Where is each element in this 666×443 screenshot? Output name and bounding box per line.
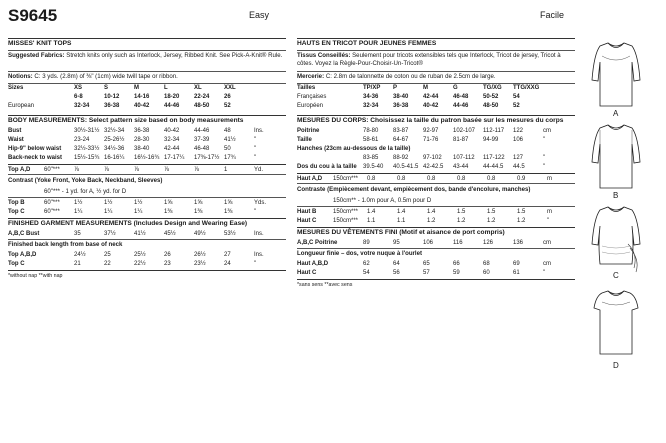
en-sizes-label: Sizes <box>8 85 24 92</box>
value-cell: 62 <box>363 261 370 268</box>
value-cell: 88-92 <box>393 154 409 161</box>
value-cell: ⅞ <box>134 166 140 173</box>
fr-notions-text: C: 2.8m de talonnette de coton ou de ruban de 2.5cm de large. <box>325 73 496 81</box>
unit-cell: Yds. <box>254 199 267 206</box>
en-footnote: *without nap **with nap <box>8 273 63 280</box>
value-cell: 122 <box>513 127 524 134</box>
value-cell: 1.2 <box>517 217 526 224</box>
value-cell: 37-39 <box>194 136 210 143</box>
row-label: Taille <box>297 136 312 143</box>
size-cell: XL <box>194 85 202 92</box>
fr-contrast-note: 150cm** - 1.0m pour A, 0.5m pour D <box>333 196 432 204</box>
table-row <box>8 260 286 269</box>
value-cell: 24 <box>224 261 231 268</box>
en-fabrics-label: Suggested Fabrics: <box>8 52 65 60</box>
value-cell: 44.5 <box>513 163 525 170</box>
value-cell: 1½ <box>104 199 113 206</box>
row-label: Top B <box>8 199 25 206</box>
table-row <box>297 207 575 216</box>
row-label: Haut C <box>297 217 317 224</box>
value-cell: 61 <box>513 270 520 277</box>
value-cell: 64 <box>393 261 400 268</box>
value-cell: 117-122 <box>483 154 505 161</box>
value-cell: 22 <box>104 261 111 268</box>
row-label: A,B,C Bust <box>8 231 40 238</box>
value-cell: 1.5 <box>487 208 496 215</box>
size-cell: 48-50 <box>483 103 499 110</box>
fr-fin-table <box>297 239 575 248</box>
unit-cell: m <box>547 175 552 182</box>
size-cell: TP/XP <box>363 85 381 92</box>
unit-cell: " <box>254 145 257 152</box>
size-cell: 44-46 <box>453 103 469 110</box>
value-cell: 1¼ <box>134 208 143 215</box>
value-cell: 106 <box>423 240 434 247</box>
row-label: Haut A,B,D <box>297 261 329 268</box>
table-row <box>8 251 286 260</box>
size-cell: 48-50 <box>194 103 210 110</box>
value-cell: 78-80 <box>363 127 379 134</box>
view-letter-a: A <box>613 109 619 118</box>
garment-view-a-illustration <box>588 40 644 112</box>
size-cell: 32-34 <box>363 103 379 110</box>
value-cell: 83-85 <box>363 154 379 161</box>
size-cell: TG/XG <box>483 85 502 92</box>
value-cell: 1⅜ <box>224 208 233 215</box>
size-cell: L <box>164 85 168 92</box>
value-cell: 23 <box>164 261 171 268</box>
view-letter-b: B <box>613 191 619 200</box>
size-cell: 50-52 <box>483 94 499 101</box>
value-cell: 0.9 <box>517 175 526 182</box>
value-cell: 23-24 <box>74 136 90 143</box>
unit-cell: cm <box>543 261 551 268</box>
size-cell: TTG/XXG <box>513 85 540 92</box>
fr-contrast-title: Contraste (Empiècement devant, empiècement dos, bande d'encolure, manches) <box>297 185 531 193</box>
fr-euro-label: Européen <box>297 103 324 110</box>
value-cell: 60 <box>483 270 490 277</box>
value-cell: 49½ <box>194 231 206 238</box>
value-cell: 38-40 <box>134 145 150 152</box>
view-letter-c: C <box>613 271 619 280</box>
fr-footnote: *sans sens **avec sens <box>297 282 353 289</box>
row-label: Bust <box>8 127 22 134</box>
value-cell: 32-34 <box>164 136 180 143</box>
value-cell: 1⅜ <box>194 208 203 215</box>
value-cell: 44-46 <box>194 127 210 134</box>
value-cell: 136 <box>513 240 524 247</box>
value-cell: 32½-34 <box>104 127 125 134</box>
en-fin-bust-table <box>8 230 286 239</box>
value-cell: 1½ <box>74 199 83 206</box>
value-cell: 41½ <box>224 136 236 143</box>
fabric-width: 60"*** <box>44 208 60 215</box>
value-cell: 37½ <box>104 231 116 238</box>
size-cell: 52 <box>224 103 231 110</box>
pattern-number: S9645 <box>8 6 58 25</box>
value-cell: 92-97 <box>423 127 439 134</box>
fr-length-title: Longueur finie – dos, votre nuque à l'ourlet <box>297 250 423 258</box>
fr-hautad-table <box>297 174 575 183</box>
value-cell: 46-48 <box>194 145 210 152</box>
size-cell: 36-38 <box>393 103 409 110</box>
value-cell: 44-44.5 <box>483 163 504 170</box>
view-letter-d: D <box>613 361 619 370</box>
en-euro-label: European <box>8 103 35 110</box>
value-cell: 23½ <box>194 261 206 268</box>
garment-view-b-illustration <box>588 122 644 194</box>
value-cell: 25 <box>104 252 111 259</box>
value-cell: 0.8 <box>457 175 466 182</box>
value-cell: 1.5 <box>517 208 526 215</box>
difficulty-fr: Facile <box>540 10 565 20</box>
value-cell: 1.2 <box>457 217 466 224</box>
unit-cell: " <box>543 154 546 161</box>
fr-francaises-label: Françaises <box>297 94 327 101</box>
value-cell: 1⅝ <box>224 199 233 206</box>
value-cell: 16½-16¾ <box>134 154 160 161</box>
en-contrast-title: Contrast (Yoke Front, Yoke Back, Neckband, Sleeves) <box>8 176 163 184</box>
row-label: Haut C <box>297 270 317 277</box>
value-cell: 0.8 <box>367 175 376 182</box>
en-finished-title: FINISHED GARMENT MEASUREMENTS (Includes Design and Wearing Ease) <box>8 220 248 228</box>
en-contrast-note: 60"*** - 1 yd. for A, ½ yd. for D <box>44 187 127 195</box>
value-cell: 25-26½ <box>104 136 125 143</box>
value-cell: 28-30 <box>134 136 150 143</box>
table-row <box>297 239 575 248</box>
value-cell: ⅞ <box>104 166 110 173</box>
row-label: Back-neck to waist <box>8 154 63 161</box>
row-label: Poitrine <box>297 127 320 134</box>
table-row <box>297 135 575 144</box>
table-row <box>297 126 575 135</box>
value-cell: 26½ <box>194 252 206 259</box>
unit-cell: Yd. <box>254 166 264 173</box>
value-cell: 22½ <box>134 261 146 268</box>
value-cell: 1⅝ <box>164 199 173 206</box>
unit-cell: cm <box>543 240 551 247</box>
table-row <box>8 144 286 153</box>
value-cell: 16-16¼ <box>104 154 125 161</box>
value-cell: 21 <box>74 261 81 268</box>
size-cell: 40-42 <box>423 103 439 110</box>
en-length-title: Finished back length from base of neck <box>8 241 123 249</box>
en-length-table <box>8 251 286 269</box>
value-cell: 1.1 <box>397 217 406 224</box>
value-cell: 27 <box>224 252 231 259</box>
value-cell: 15½-15¾ <box>74 154 100 161</box>
size-cell: 54 <box>513 94 520 101</box>
fabric-width: 150cm*** <box>333 175 359 182</box>
table-row <box>297 162 575 171</box>
value-cell: 42-42.5 <box>423 163 444 170</box>
fr-finished-title: MESURES DU VÊTEMENTS FINI (Motif et aisance de port compris) <box>297 229 505 237</box>
value-cell: 30½-31½ <box>74 127 100 134</box>
english-panel <box>8 38 286 282</box>
garment-view-d-illustration <box>588 288 644 360</box>
unit-cell: cm <box>543 127 551 134</box>
table-row <box>297 174 575 183</box>
value-cell: 89 <box>363 240 370 247</box>
value-cell: 83-87 <box>393 127 409 134</box>
value-cell: 25½ <box>134 252 146 259</box>
value-cell: 65 <box>423 261 430 268</box>
value-cell: 1½ <box>134 199 143 206</box>
table-row <box>297 216 575 225</box>
value-cell: 0.8 <box>427 175 436 182</box>
size-cell: 22-24 <box>194 94 210 101</box>
en-sizes-table <box>8 84 286 111</box>
unit-cell: " <box>543 270 546 277</box>
unit-cell: " <box>543 163 546 170</box>
en-body-title: BODY MEASUREMENTS: Select pattern size based on body measurements <box>8 116 244 124</box>
fr-notions-label: Mercerie: <box>297 73 325 81</box>
value-cell: 102-107 <box>453 127 476 134</box>
unit-cell: m <box>547 208 552 215</box>
table-row <box>8 230 286 239</box>
row-label: Haut B <box>297 208 317 215</box>
value-cell: 39.5-40 <box>363 163 384 170</box>
value-cell: 17⅜-17½ <box>194 154 220 161</box>
unit-cell: Ins. <box>254 127 264 134</box>
fr-body-table <box>297 126 575 144</box>
value-cell: 1.4 <box>367 208 376 215</box>
en-fabrics-text: Stretch knits only such as Interlock, Jersey, Ribbed Knit. See Pick-A-Knit® Rule. <box>66 52 283 60</box>
value-cell: 17¾ <box>224 154 236 161</box>
table-row <box>297 269 575 278</box>
value-cell: 26 <box>164 252 171 259</box>
value-cell: 94-99 <box>483 136 499 143</box>
en-topbc-table <box>8 198 286 216</box>
value-cell: 1.2 <box>427 217 436 224</box>
value-cell: 42-44 <box>164 145 180 152</box>
row-label: Top C <box>8 261 25 268</box>
value-cell: 54 <box>363 270 370 277</box>
fr-hautbc-table <box>297 207 575 225</box>
value-cell: 1⅝ <box>194 199 203 206</box>
value-cell: 1¼ <box>74 208 83 215</box>
value-cell: ⅞ <box>194 166 200 173</box>
value-cell: 126 <box>483 240 494 247</box>
size-cell: XXL <box>224 85 236 92</box>
fabric-width: 60"*** <box>44 199 60 206</box>
row-label: Dos du cou à la taille <box>297 163 357 170</box>
value-cell: 59 <box>453 270 460 277</box>
fr-body-title: MESURES DU CORPS: Choisissez la taille du patron basée sur les mesures du corps <box>297 116 564 124</box>
value-cell: 81-87 <box>453 136 469 143</box>
unit-cell: " <box>543 136 546 143</box>
value-cell: 32½-33½ <box>74 145 100 152</box>
value-cell: 0.8 <box>487 175 496 182</box>
value-cell: 58-61 <box>363 136 379 143</box>
value-cell: 68 <box>483 261 490 268</box>
size-cell: 52 <box>513 103 520 110</box>
unit-cell: " <box>547 217 550 224</box>
value-cell: 35 <box>74 231 81 238</box>
size-cell: 26 <box>224 94 231 101</box>
value-cell: 66 <box>453 261 460 268</box>
row-label: A,B,C Poitrine <box>297 240 338 247</box>
size-cell: 18-20 <box>164 94 180 101</box>
value-cell: 1⅜ <box>164 208 173 215</box>
value-cell: 1.1 <box>367 217 376 224</box>
row-label: Top C <box>8 208 25 215</box>
size-cell: 6-8 <box>74 94 83 101</box>
value-cell: ⅞ <box>164 166 170 173</box>
garment-view-c-illustration <box>588 204 644 276</box>
row-label: Hip-9" below waist <box>8 145 62 152</box>
size-cell: 32-34 <box>74 103 90 110</box>
size-cell: P <box>393 85 398 92</box>
en-notions-label: Notions: <box>8 73 33 81</box>
value-cell: 107-112 <box>453 154 475 161</box>
size-cell: 42-44 <box>423 94 439 101</box>
size-cell: 40-42 <box>134 103 150 110</box>
value-cell: 95 <box>393 240 400 247</box>
size-cell: 10-12 <box>104 94 120 101</box>
value-cell: ⅞ <box>74 166 80 173</box>
value-cell: 48 <box>224 127 231 134</box>
value-cell: 69 <box>513 261 520 268</box>
en-title: MISSES' KNIT TOPS <box>8 40 72 47</box>
fr-fabrics-label: Tissus Conseillés: <box>297 52 351 60</box>
value-cell: 1.5 <box>457 208 466 215</box>
value-cell: 1¼ <box>104 208 113 215</box>
fabric-width: 150cm*** <box>333 217 359 224</box>
fr-title: HAUTS EN TRICOT POUR JEUNES FEMMES <box>297 40 437 47</box>
value-cell: 40.5-41.5 <box>393 163 419 170</box>
unit-cell: Ins. <box>254 231 264 238</box>
value-cell: 0.8 <box>397 175 406 182</box>
unit-cell: " <box>254 154 257 161</box>
fr-body-table-2 <box>297 153 575 171</box>
table-row <box>297 260 575 269</box>
unit-cell: Ins. <box>254 252 264 259</box>
table-row <box>297 153 575 162</box>
value-cell: 127 <box>513 154 524 161</box>
fabric-width: 60"*** <box>44 166 60 173</box>
size-cell: 14-16 <box>134 94 150 101</box>
size-cell: 38-40 <box>393 94 409 101</box>
size-cell: 46-48 <box>453 94 469 101</box>
value-cell: 1.4 <box>427 208 436 215</box>
size-cell: G <box>453 85 458 92</box>
table-row <box>8 153 286 162</box>
fr-sizes-label: Tailles <box>297 85 316 92</box>
en-topad-table <box>8 165 286 174</box>
table-row <box>8 126 286 135</box>
value-cell: 50 <box>224 145 231 152</box>
fr-length-table <box>297 260 575 278</box>
value-cell: 36-38 <box>134 127 150 134</box>
row-label: Haut A,D <box>297 175 323 182</box>
value-cell: 106 <box>513 136 524 143</box>
value-cell: 53½ <box>224 231 236 238</box>
value-cell: 1.2 <box>487 217 496 224</box>
size-cell: 36-38 <box>104 103 120 110</box>
row-label: Top A,B,D <box>8 252 37 259</box>
french-panel <box>297 38 575 291</box>
table-row <box>8 165 286 174</box>
value-cell: 112-117 <box>483 127 505 134</box>
value-cell: 41½ <box>134 231 146 238</box>
fr-sizes-table <box>297 84 575 111</box>
value-cell: 34½-36 <box>104 145 125 152</box>
unit-cell: " <box>254 261 257 268</box>
unit-cell: " <box>254 208 257 215</box>
value-cell: 17-17¼ <box>164 154 185 161</box>
table-row <box>8 135 286 144</box>
value-cell: 1.4 <box>397 208 406 215</box>
difficulty-en: Easy <box>249 10 270 20</box>
value-cell: 64-67 <box>393 136 409 143</box>
value-cell: 56 <box>393 270 400 277</box>
table-row <box>8 198 286 207</box>
size-cell: M <box>423 85 428 92</box>
fr-hanches-title: Hanches (23cm au-dessous de la taille) <box>297 144 411 152</box>
value-cell: 97-102 <box>423 154 442 161</box>
row-label: Waist <box>8 136 24 143</box>
value-cell: 116 <box>453 240 463 247</box>
value-cell: 71-76 <box>423 136 439 143</box>
table-row <box>8 207 286 216</box>
fr-fabrics-text: Seulement pour tricots extensibles tels que Interlock, Tricot de jersey, Tricot à côtes. Voyez la Règle-Pour-Choisir-Un-Tricot® <box>297 52 561 68</box>
value-cell: 24½ <box>74 252 86 259</box>
size-cell: M <box>134 85 139 92</box>
en-body-table <box>8 126 286 162</box>
unit-cell: " <box>254 136 257 143</box>
size-cell: 34-36 <box>363 94 379 101</box>
size-cell: 44-46 <box>164 103 180 110</box>
row-label: Top A,D <box>8 166 31 173</box>
size-cell: XS <box>74 85 83 92</box>
value-cell: 43-44 <box>453 163 469 170</box>
en-notions-text: C: 3 yds. (2.8m) of ⅜" (1cm) wide twill tape or ribbon. <box>34 73 178 81</box>
value-cell: 45½ <box>164 231 176 238</box>
value-cell: 1 <box>224 166 228 173</box>
fabric-width: 150cm*** <box>333 208 359 215</box>
size-cell: S <box>104 85 109 92</box>
value-cell: 40-42 <box>164 127 180 134</box>
value-cell: 57 <box>423 270 430 277</box>
